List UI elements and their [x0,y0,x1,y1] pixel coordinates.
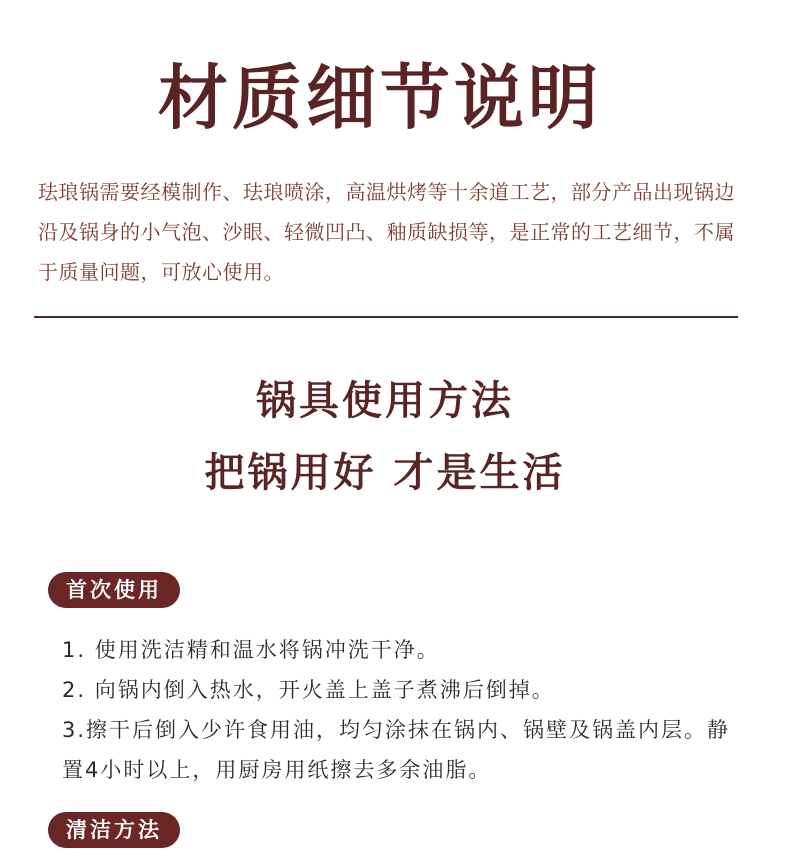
step-item: 3.擦干后倒入少许食用油，均匀涂抹在锅内、锅壁及锅盖内层。静置4小时以上，用厨房用纸擦去多余油脂。 [62,718,731,782]
first-use-steps [62,630,742,790]
step-item: 2. 向锅内倒入热水，开火盖上盖子煮沸后倒掉。 [62,678,555,702]
material-description: 珐琅锅需要经模制作、珐琅喷涂，高温烘烤等十余道工艺，部分产品出现锅边沿及锅身的小气泡、沙眼、轻微凹凸、釉质缺损等，是正常的工艺细节，不属于质量问题，可放心使用。 [38,180,735,284]
page-title: 材质细节说明 [158,57,602,139]
usage-slogan: 把锅用好 才是生活 [204,450,566,496]
section-divider [34,316,738,318]
usage-title: 锅具使用方法 [256,378,514,424]
step-item: 1. 使用洗洁精和温水将锅冲洗干净。 [62,638,440,662]
first-use-badge: 首次使用 [48,572,180,608]
cleaning-method-badge: 清洁方法 [48,812,180,848]
